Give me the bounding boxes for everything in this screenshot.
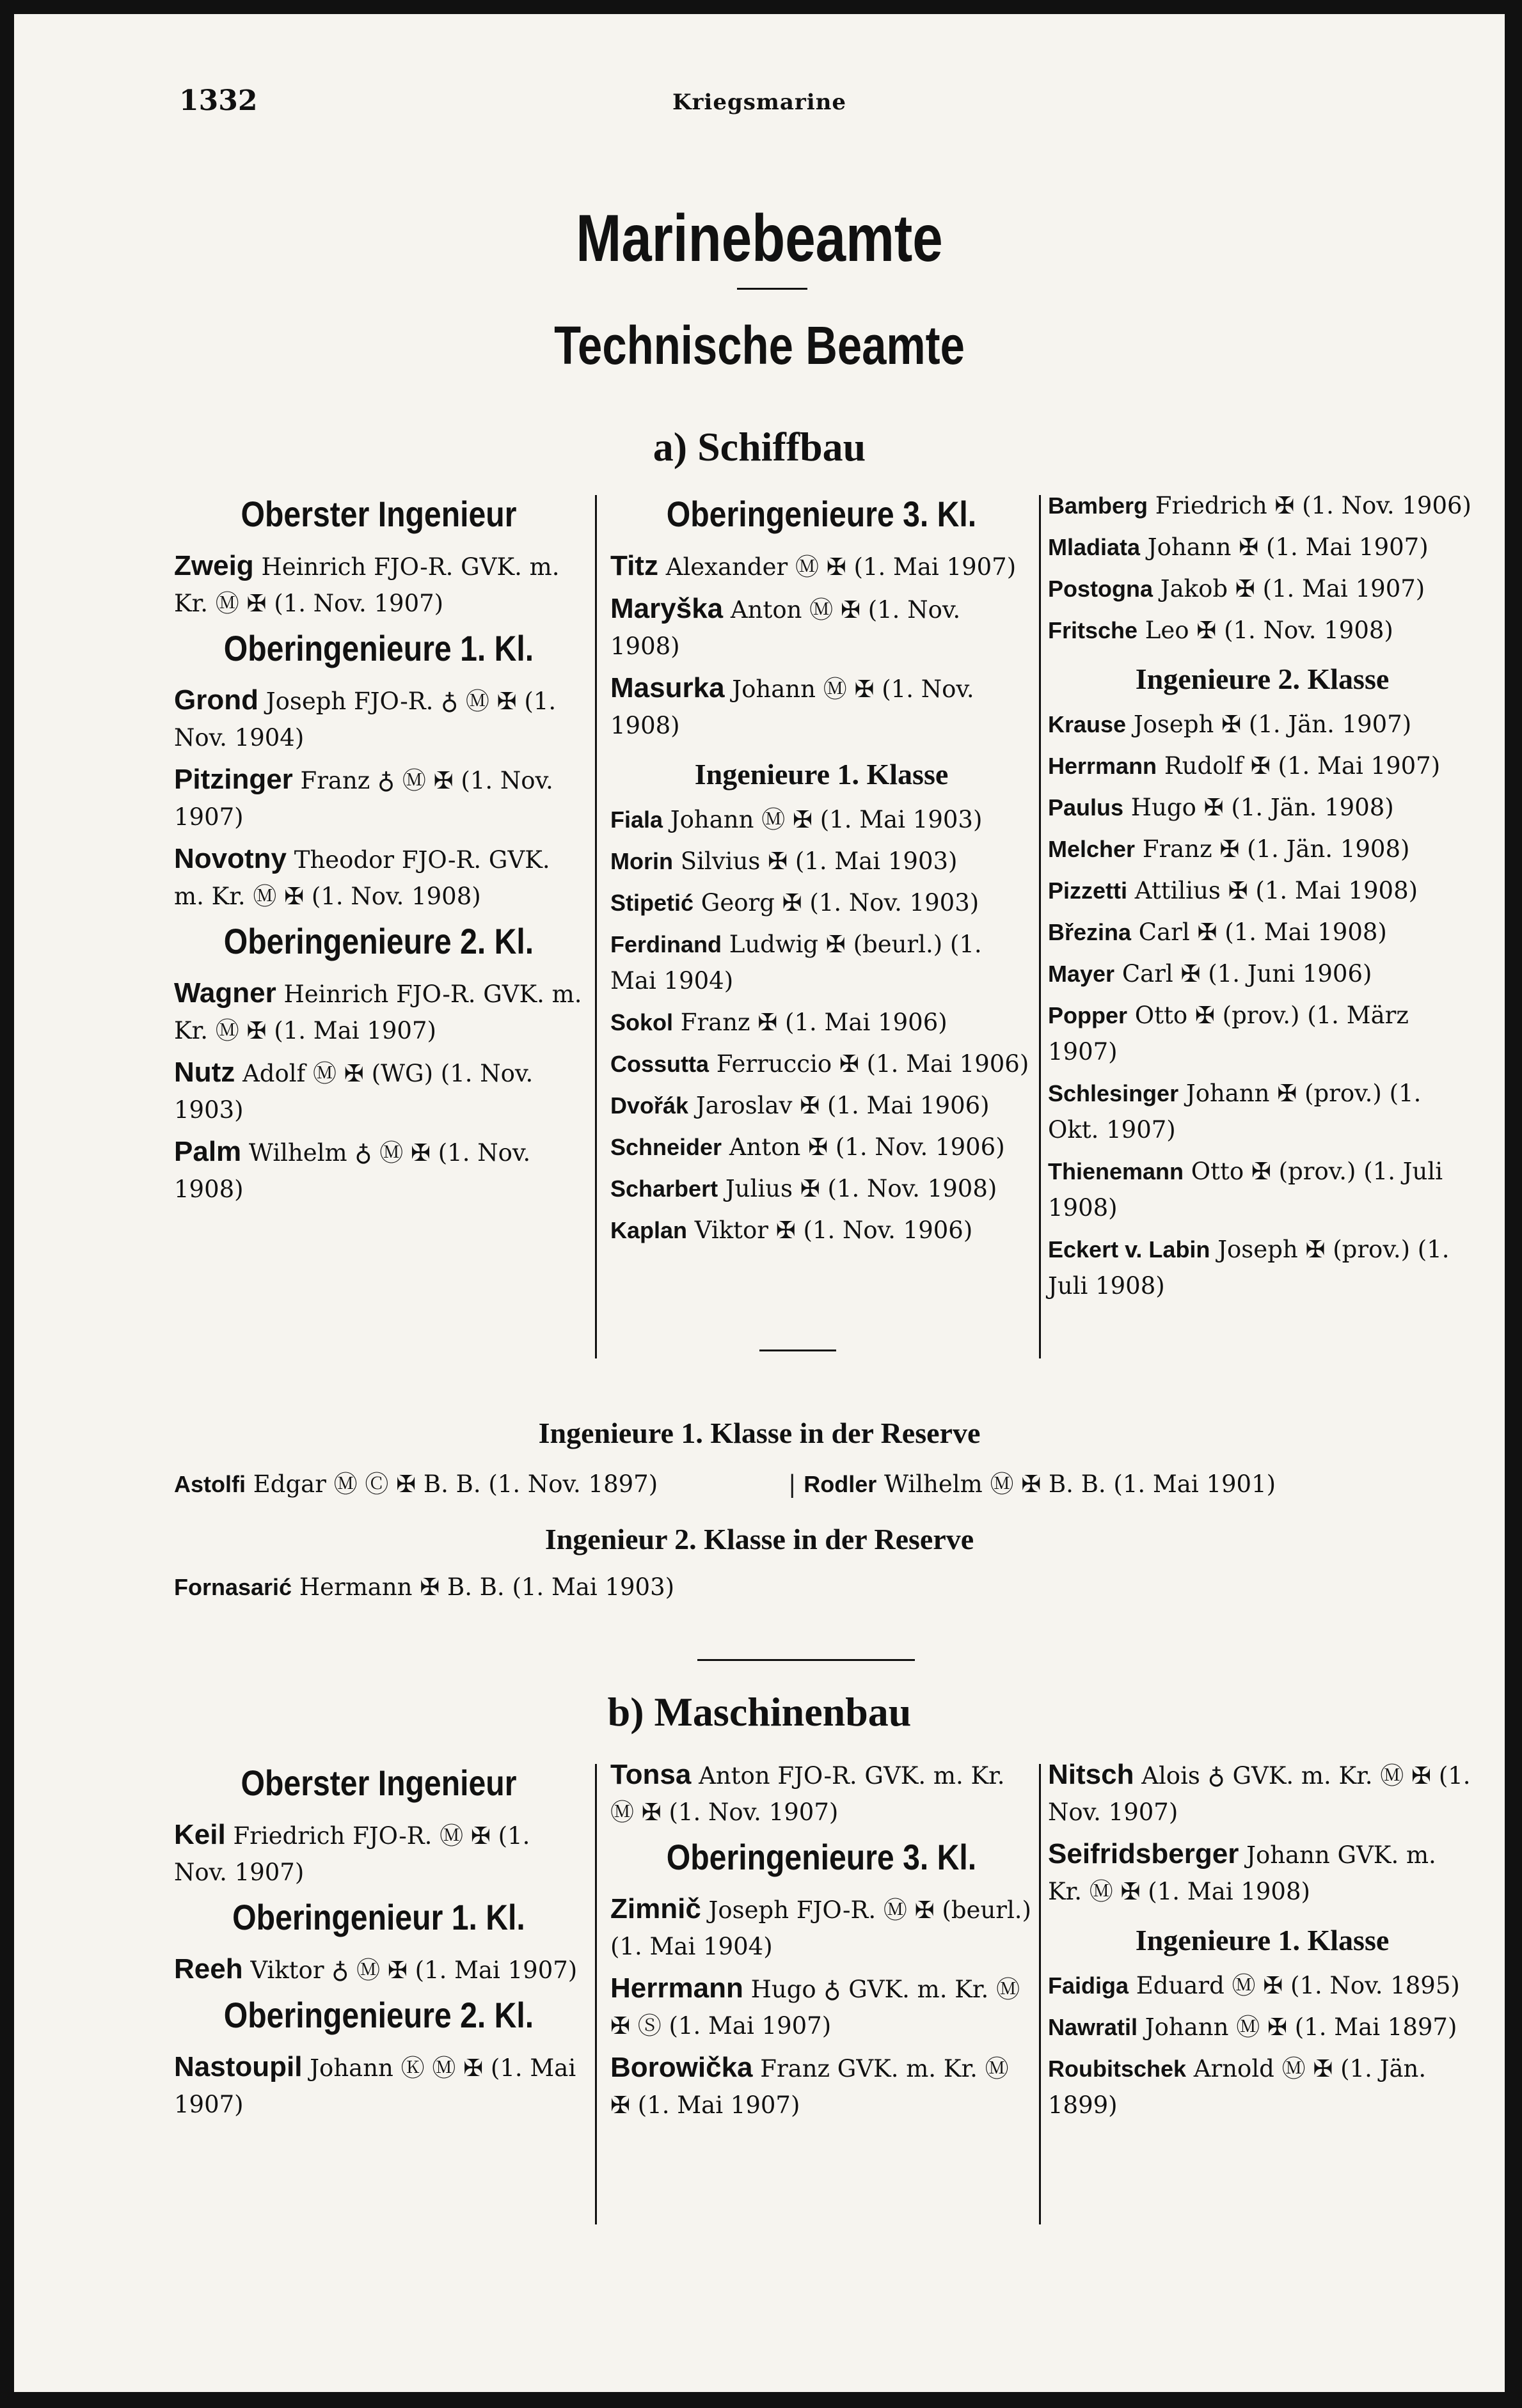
entry-details: Joseph FJO-R. ♁ Ⓜ ✠ (1. Nov. 1904) — [174, 688, 557, 752]
entry-details: Julius ✠ (1. Nov. 1908) — [718, 1175, 997, 1202]
column-divider — [1039, 1764, 1041, 2224]
entry-details: Carl ✠ (1. Juni 1906) — [1114, 960, 1372, 988]
list-item — [174, 975, 583, 1049]
entry-surname: Herrmann — [1048, 753, 1157, 779]
rank-heading: Oberingenieur 1. Kl. — [232, 1897, 525, 1937]
list-item — [610, 547, 1033, 585]
entry-details: Joseph ✠ (1. Jän. 1907) — [1126, 711, 1412, 738]
section-b-column-3 — [1048, 1756, 1477, 2129]
entry-details: Johann Ⓚ Ⓜ ✠ (1. Mai 1907) — [174, 2054, 576, 2118]
entry-surname: Melcher — [1048, 836, 1136, 862]
entry-surname: Fiala — [610, 807, 663, 833]
section-b-column-1 — [174, 1756, 583, 2128]
entry-surname: Keil — [174, 1819, 226, 1850]
list-item — [1048, 2009, 1477, 2045]
entry-surname: Roubitschek — [1048, 2056, 1187, 2082]
entry-surname: Schneider — [610, 1134, 722, 1160]
entry-surname: Thienemann — [1048, 1158, 1184, 1184]
list-item — [610, 1087, 1033, 1124]
rank-heading: Oberingenieure 2. Kl. — [223, 1995, 534, 2035]
entry-surname: Morin — [610, 848, 673, 874]
entry-surname: Březina — [1048, 919, 1132, 945]
rank-heading: Oberingenieure 2. Kl. — [223, 921, 534, 961]
rank-heading: Oberster Ingenieur — [241, 1763, 517, 1803]
list-item — [610, 801, 1033, 838]
rank-heading: Ingenieure 1. Klasse — [694, 758, 949, 791]
list-item — [1048, 831, 1477, 867]
entry-details: Carl ✠ (1. Mai 1908) — [1131, 918, 1387, 946]
column-divider — [1039, 495, 1041, 1358]
entry-surname: Titz — [610, 550, 658, 581]
section-b-heading: b) Maschinenbau — [607, 1689, 912, 1735]
entry-details: Anton ✠ (1. Nov. 1906) — [722, 1133, 1005, 1161]
divider — [697, 1659, 915, 1661]
entry-details: Otto ✠ (prov.) (1. März 1907) — [1048, 1002, 1409, 1066]
entry-details: Johann Ⓜ ✠ (1. Nov. 1908) — [610, 675, 974, 739]
entry-details: Anton Ⓜ ✠ (1. Nov. 1908) — [610, 596, 961, 660]
list-item — [1048, 2050, 1477, 2123]
entry-surname: Fritsche — [1048, 617, 1138, 643]
entry-details: Joseph ✠ (prov.) (1. Juli 1908) — [1048, 1236, 1450, 1300]
entry-details: Franz ♁ Ⓜ ✠ (1. Nov. 1907) — [174, 767, 553, 831]
page-number: 1332 — [179, 84, 258, 117]
list-item — [610, 926, 1033, 999]
entry-details: Eduard Ⓜ ✠ (1. Nov. 1895) — [1129, 1972, 1460, 1999]
list-item — [610, 1756, 1033, 1830]
section-a-column-3 — [1048, 487, 1477, 1309]
column-divider — [595, 1764, 597, 2224]
list-item — [1048, 956, 1477, 992]
entry-details: Franz ✠ (1. Mai 1906) — [673, 1009, 947, 1036]
entry-details: Friedrich FJO-R. Ⓜ ✠ (1. Nov. 1907) — [174, 1822, 530, 1886]
entry-surname: Pizzetti — [1048, 877, 1128, 904]
entry-details: Arnold Ⓜ ✠ (1. Jän. 1899) — [1048, 2055, 1427, 2119]
entry-details: Hugo ♁ GVK. m. Kr. Ⓜ ✠ Ⓢ (1. Mai 1907) — [610, 1976, 1020, 2040]
entry-surname: Palm — [174, 1136, 242, 1167]
list-item — [174, 547, 583, 622]
section-a-column-2 — [610, 487, 1033, 1254]
entry-surname: Borowička — [610, 2052, 753, 2083]
section-a-heading: a) Schiffbau — [653, 424, 866, 469]
list-item — [1048, 997, 1477, 1070]
entry-surname: Faidiga — [1048, 1972, 1129, 1999]
list-item — [1048, 706, 1477, 743]
entry-details: Johann ✠ (1. Mai 1907) — [1140, 533, 1429, 561]
entry-details: Anton FJO-R. GVK. m. Kr. Ⓜ ✠ (1. Nov. 1907) — [610, 1762, 1005, 1826]
running-head: Kriegsmarine — [672, 90, 847, 115]
list-item — [1048, 1153, 1477, 1226]
entry-details: Silvius ✠ (1. Mai 1903) — [672, 847, 958, 875]
list-item — [174, 1816, 583, 1891]
entry-surname: Stipetić — [610, 890, 694, 916]
entry-details: Johann GVK. m. Kr. Ⓜ ✠ (1. Mai 1908) — [1048, 1841, 1436, 1905]
entry-details: Theodor FJO-R. GVK. m. Kr. Ⓜ ✠ (1. Nov. 1908) — [174, 846, 550, 910]
reserve-1-entry-left — [174, 1465, 658, 1499]
entry-surname: Nawratil — [1048, 2014, 1138, 2040]
entry-details: Johann Ⓜ ✠ (1. Mai 1903) — [663, 806, 983, 833]
list-item — [174, 1054, 583, 1128]
list-item — [1048, 529, 1477, 565]
entry-surname: Novotny — [174, 843, 287, 874]
list-item — [174, 761, 583, 835]
list-item — [1048, 1756, 1477, 1830]
rank-heading: Oberingenieure 1. Kl. — [223, 628, 534, 668]
entry-surname: Paulus — [1048, 794, 1124, 821]
entry-details: Alois ♁ GVK. m. Kr. Ⓜ ✠ (1. Nov. 1907) — [1048, 1762, 1471, 1826]
list-item — [1048, 571, 1477, 607]
list-item — [174, 682, 583, 756]
list-item — [174, 1133, 583, 1208]
reserve-2-heading: Ingenieur 2. Klasse in der Reserve — [544, 1523, 974, 1555]
entry-surname: Rodler — [804, 1471, 877, 1497]
entry-details: Georg ✠ (1. Nov. 1903) — [694, 889, 979, 917]
reserve-1-heading: Ingenieure 1. Klasse in der Reserve — [538, 1417, 981, 1449]
entry-details: Heinrich FJO-R. GVK. m. Kr. Ⓜ ✠ (1. Nov. 1907) — [174, 553, 560, 617]
entry-details: Johann Ⓜ ✠ (1. Mai 1897) — [1138, 2013, 1457, 2041]
list-item — [1048, 1075, 1477, 1148]
rank-heading: Ingenieure 2. Klasse — [1135, 663, 1390, 695]
list-item — [174, 840, 583, 915]
entry-details: Edgar Ⓜ Ⓒ ✠ B. B. (1. Nov. 1897) — [246, 1470, 658, 1498]
list-item — [1048, 748, 1477, 784]
entry-details: Friedrich ✠ (1. Nov. 1906) — [1148, 492, 1471, 519]
entry-surname: Krause — [1048, 711, 1127, 737]
entry-details: Otto ✠ (prov.) (1. Juli 1908) — [1048, 1158, 1443, 1222]
list-item — [1048, 1231, 1477, 1304]
entry-surname: Tonsa — [610, 1759, 692, 1790]
list-item — [610, 1129, 1033, 1165]
entry-surname: Fornasarić — [174, 1574, 292, 1600]
page-title: Marinebeamte — [576, 201, 943, 276]
section-b-column-2 — [610, 1756, 1033, 2129]
entry-details: Attilius ✠ (1. Mai 1908) — [1127, 877, 1418, 904]
section-a-column-1 — [174, 487, 583, 1213]
column-divider — [595, 495, 597, 1358]
entry-details: Wilhelm Ⓜ ✠ B. B. (1. Mai 1901) — [876, 1470, 1276, 1498]
list-item — [1048, 914, 1477, 950]
entry-details: Jakob ✠ (1. Mai 1907) — [1153, 575, 1425, 602]
divider — [759, 1350, 836, 1351]
entry-details: Adolf Ⓜ ✠ (WG) (1. Nov. 1903) — [174, 1060, 534, 1124]
entry-surname: Nastoupil — [174, 2051, 303, 2082]
entry-surname: Nutz — [174, 1057, 235, 1088]
list-item — [610, 1046, 1033, 1082]
list-item — [1048, 1836, 1477, 1910]
entry-details: Rudolf ✠ (1. Mai 1907) — [1157, 752, 1441, 780]
entry-details: Hermann ✠ B. B. (1. Mai 1903) — [292, 1573, 675, 1601]
list-item — [610, 1170, 1033, 1207]
entry-surname: Wagner — [174, 977, 276, 1009]
rank-heading: Oberingenieure 3. Kl. — [666, 494, 977, 534]
entry-details: Jaroslav ✠ (1. Mai 1906) — [688, 1092, 990, 1119]
list-item — [610, 1004, 1033, 1041]
list-item — [610, 843, 1033, 879]
list-item — [1048, 1967, 1477, 2004]
entry-surname: Eckert v. Labin — [1048, 1236, 1210, 1263]
entry-details: Hugo ✠ (1. Jän. 1908) — [1123, 794, 1394, 821]
entry-surname: Zweig — [174, 550, 254, 581]
entry-surname: Zimnič — [610, 1893, 701, 1924]
reserve-1-entry-right: | Rodler Wilhelm Ⓜ ✠ B. B. (1. Mai 1901) — [788, 1470, 1276, 1498]
entry-surname: Herrmann — [610, 1972, 743, 2004]
list-item — [610, 670, 1033, 744]
entry-details: Franz GVK. m. Kr. Ⓜ ✠ (1. Mai 1907) — [610, 2055, 1009, 2119]
entry-surname: Pitzinger — [174, 764, 293, 795]
list-item — [1048, 789, 1477, 826]
entry-details: Heinrich FJO-R. GVK. m. Kr. Ⓜ ✠ (1. Mai 1907) — [174, 980, 582, 1044]
entry-details: Franz ✠ (1. Jän. 1908) — [1135, 835, 1410, 863]
entry-surname: Dvořák — [610, 1092, 689, 1119]
entry-surname: Postogna — [1048, 576, 1153, 602]
page-subtitle: Technische Beamte — [554, 315, 965, 375]
entry-details: Joseph FJO-R. Ⓜ ✠ (beurl.) (1. Mai 1904) — [610, 1896, 1031, 1960]
entry-details: Viktor ✠ (1. Nov. 1906) — [687, 1216, 973, 1244]
entry-details: Johann ✠ (prov.) (1. Okt. 1907) — [1048, 1080, 1422, 1144]
entry-surname: Maryška — [610, 593, 724, 624]
divider — [737, 288, 807, 290]
entry-surname: Cossutta — [610, 1051, 709, 1077]
entry-surname: Scharbert — [610, 1176, 718, 1202]
list-item — [610, 885, 1033, 921]
entry-surname: Masurka — [610, 672, 725, 704]
rank-heading: Oberingenieure 3. Kl. — [666, 1837, 977, 1877]
rank-heading: Oberster Ingenieur — [241, 494, 517, 534]
entry-surname: Ferdinand — [610, 931, 722, 957]
entry-surname: Astolfi — [174, 1471, 246, 1497]
entry-details: Viktor ♁ Ⓜ ✠ (1. Mai 1907) — [242, 1956, 578, 1984]
entry-surname: Popper — [1048, 1002, 1128, 1028]
list-item — [1048, 487, 1477, 524]
entry-surname: Mayer — [1048, 961, 1115, 987]
list-item — [610, 1212, 1033, 1248]
entry-surname: Kaplan — [610, 1217, 688, 1243]
entry-surname: Reeh — [174, 1953, 243, 1985]
entry-surname: Seifridsberger — [1048, 1838, 1239, 1869]
list-item — [610, 590, 1033, 665]
list-item — [174, 1951, 583, 1988]
entry-surname: Schlesinger — [1048, 1080, 1179, 1106]
list-item — [1048, 612, 1477, 649]
entry-details: Leo ✠ (1. Nov. 1908) — [1138, 617, 1393, 644]
entry-surname: Mladiata — [1048, 534, 1141, 560]
entry-surname: Bamberg — [1048, 492, 1148, 519]
list-item — [1048, 872, 1477, 909]
entry-details: Alexander Ⓜ ✠ (1. Mai 1907) — [658, 553, 1017, 581]
reserve-2-entry — [174, 1573, 674, 1601]
entry-details: Ludwig ✠ (beurl.) (1. Mai 1904) — [610, 931, 982, 995]
list-item — [174, 2049, 583, 2123]
list-item — [610, 2049, 1033, 2123]
entry-details: Wilhelm ♁ Ⓜ ✠ (1. Nov. 1908) — [174, 1139, 531, 1203]
rank-heading: Ingenieure 1. Klasse — [1135, 1924, 1390, 1956]
list-item — [610, 1970, 1033, 2044]
entry-details: Ferruccio ✠ (1. Mai 1906) — [709, 1050, 1029, 1078]
entry-surname: Grond — [174, 684, 258, 716]
document-page — [14, 14, 1505, 2392]
entry-surname: Sokol — [610, 1009, 674, 1035]
list-item — [610, 1891, 1033, 1965]
entry-surname: Nitsch — [1048, 1759, 1134, 1790]
